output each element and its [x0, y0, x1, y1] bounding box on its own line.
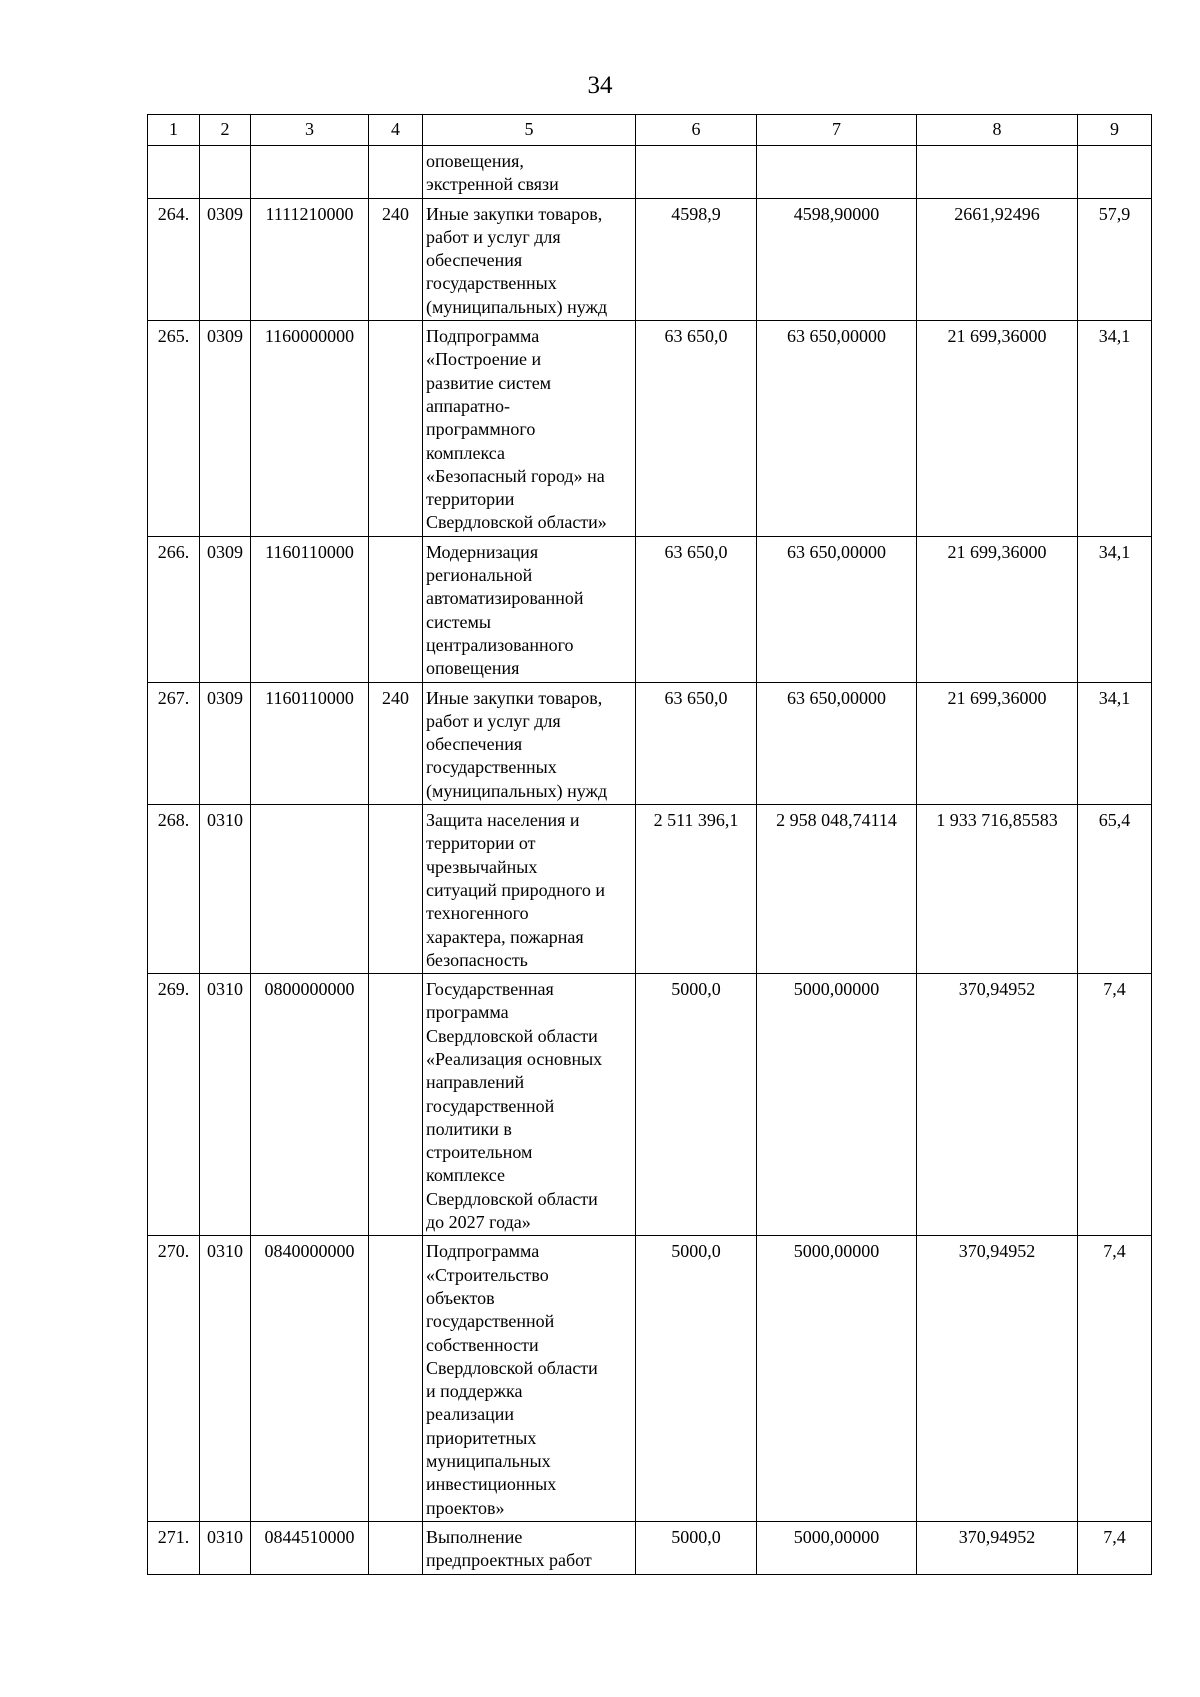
execution-percent-cell — [1078, 146, 1152, 199]
execution-percent-cell: 34,1 — [1078, 536, 1152, 682]
column-header: 2 — [200, 115, 251, 146]
executed-amount-cell: 21 699,36000 — [917, 321, 1078, 537]
item-name-cell: Государственная программа Свердловской области «Реализация основных направлений государственной политики в строительном комплексе Свердловской области до 2027 года» — [423, 974, 636, 1236]
execution-percent-cell: 34,1 — [1078, 321, 1152, 537]
target-article-cell — [251, 146, 369, 199]
expense-kind-cell — [369, 805, 423, 974]
row-number-cell — [148, 146, 200, 199]
execution-percent-cell: 57,9 — [1078, 198, 1152, 320]
executed-amount-cell — [917, 146, 1078, 199]
row-number-cell: 267. — [148, 682, 200, 804]
column-header: 1 — [148, 115, 200, 146]
plan-amount-cell: 63 650,0 — [636, 682, 757, 804]
table-body — [148, 146, 1152, 1575]
refined-amount-cell: 5000,00000 — [757, 974, 917, 1236]
plan-amount-cell: 63 650,0 — [636, 321, 757, 537]
column-header: 3 — [251, 115, 369, 146]
section-code-cell: 0310 — [200, 974, 251, 1236]
refined-amount-cell: 63 650,00000 — [757, 682, 917, 804]
refined-amount-cell — [757, 146, 917, 199]
table-row — [148, 805, 1152, 974]
expense-kind-cell — [369, 536, 423, 682]
table-row — [148, 198, 1152, 320]
section-code-cell: 0309 — [200, 321, 251, 537]
executed-amount-cell: 370,94952 — [917, 1236, 1078, 1522]
executed-amount-cell: 21 699,36000 — [917, 536, 1078, 682]
table-row — [148, 974, 1152, 1236]
section-code-cell — [200, 146, 251, 199]
row-number-cell: 268. — [148, 805, 200, 974]
executed-amount-cell: 1 933 716,85583 — [917, 805, 1078, 974]
target-article-cell — [251, 805, 369, 974]
column-header: 4 — [369, 115, 423, 146]
header-row — [148, 115, 1152, 146]
item-name-cell: Иные закупки товаров, работ и услуг для обеспечения государственных (муниципальных) нужд — [423, 198, 636, 320]
budget-table — [147, 114, 1152, 1575]
executed-amount-cell: 370,94952 — [917, 1521, 1078, 1574]
executed-amount-cell: 370,94952 — [917, 974, 1078, 1236]
target-article-cell: 1160000000 — [251, 321, 369, 537]
execution-percent-cell: 7,4 — [1078, 974, 1152, 1236]
refined-amount-cell: 4598,90000 — [757, 198, 917, 320]
plan-amount-cell: 4598,9 — [636, 198, 757, 320]
target-article-cell: 0840000000 — [251, 1236, 369, 1522]
item-name-cell: Модернизация региональной автоматизированной системы централизованного оповещения — [423, 536, 636, 682]
execution-percent-cell: 65,4 — [1078, 805, 1152, 974]
column-header: 9 — [1078, 115, 1152, 146]
row-number-cell: 265. — [148, 321, 200, 537]
item-name-cell: Подпрограмма «Строительство объектов государственной собственности Свердловской области и поддержка реализации приоритетных муниципальных инвестиционных проектов» — [423, 1236, 636, 1522]
item-name-cell: Защита населения и территории от чрезвычайных ситуаций природного и техногенного характера, пожарная безопасность — [423, 805, 636, 974]
execution-percent-cell: 7,4 — [1078, 1236, 1152, 1522]
table-row — [148, 146, 1152, 199]
target-article-cell: 1160110000 — [251, 536, 369, 682]
section-code-cell: 0309 — [200, 198, 251, 320]
executed-amount-cell: 2661,92496 — [917, 198, 1078, 320]
row-number-cell: 270. — [148, 1236, 200, 1522]
plan-amount-cell — [636, 146, 757, 199]
expense-kind-cell — [369, 974, 423, 1236]
row-number-cell: 266. — [148, 536, 200, 682]
plan-amount-cell: 5000,0 — [636, 1521, 757, 1574]
expense-kind-cell — [369, 146, 423, 199]
target-article-cell: 0844510000 — [251, 1521, 369, 1574]
refined-amount-cell: 2 958 048,74114 — [757, 805, 917, 974]
execution-percent-cell: 34,1 — [1078, 682, 1152, 804]
table-row — [148, 1521, 1152, 1574]
section-code-cell: 0310 — [200, 1236, 251, 1522]
table-row — [148, 536, 1152, 682]
table-row — [148, 321, 1152, 537]
column-header: 7 — [757, 115, 917, 146]
plan-amount-cell: 63 650,0 — [636, 536, 757, 682]
row-number-cell: 264. — [148, 198, 200, 320]
plan-amount-cell: 2 511 396,1 — [636, 805, 757, 974]
section-code-cell: 0310 — [200, 805, 251, 974]
refined-amount-cell: 63 650,00000 — [757, 321, 917, 537]
expense-kind-cell — [369, 321, 423, 537]
execution-percent-cell: 7,4 — [1078, 1521, 1152, 1574]
plan-amount-cell: 5000,0 — [636, 974, 757, 1236]
item-name-cell: Иные закупки товаров, работ и услуг для обеспечения государственных (муниципальных) нужд — [423, 682, 636, 804]
column-header: 8 — [917, 115, 1078, 146]
target-article-cell: 1160110000 — [251, 682, 369, 804]
table-row — [148, 682, 1152, 804]
item-name-cell: Подпрограмма «Построение и развитие систем аппаратно- программного комплекса «Безопасный город» на территории Свердловской области» — [423, 321, 636, 537]
executed-amount-cell: 21 699,36000 — [917, 682, 1078, 804]
expense-kind-cell — [369, 1236, 423, 1522]
expense-kind-cell — [369, 1521, 423, 1574]
row-number-cell: 271. — [148, 1521, 200, 1574]
section-code-cell: 0309 — [200, 536, 251, 682]
expense-kind-cell: 240 — [369, 682, 423, 804]
plan-amount-cell: 5000,0 — [636, 1236, 757, 1522]
refined-amount-cell: 5000,00000 — [757, 1521, 917, 1574]
refined-amount-cell: 63 650,00000 — [757, 536, 917, 682]
section-code-cell: 0309 — [200, 682, 251, 804]
row-number-cell: 269. — [148, 974, 200, 1236]
section-code-cell: 0310 — [200, 1521, 251, 1574]
column-header: 5 — [423, 115, 636, 146]
target-article-cell: 0800000000 — [251, 974, 369, 1236]
table-row — [148, 1236, 1152, 1522]
target-article-cell: 1111210000 — [251, 198, 369, 320]
page-number: 34 — [587, 72, 613, 99]
column-header: 6 — [636, 115, 757, 146]
item-name-cell: оповещения, экстренной связи — [423, 146, 636, 199]
refined-amount-cell: 5000,00000 — [757, 1236, 917, 1522]
item-name-cell: Выполнение предпроектных работ — [423, 1521, 636, 1574]
expense-kind-cell: 240 — [369, 198, 423, 320]
